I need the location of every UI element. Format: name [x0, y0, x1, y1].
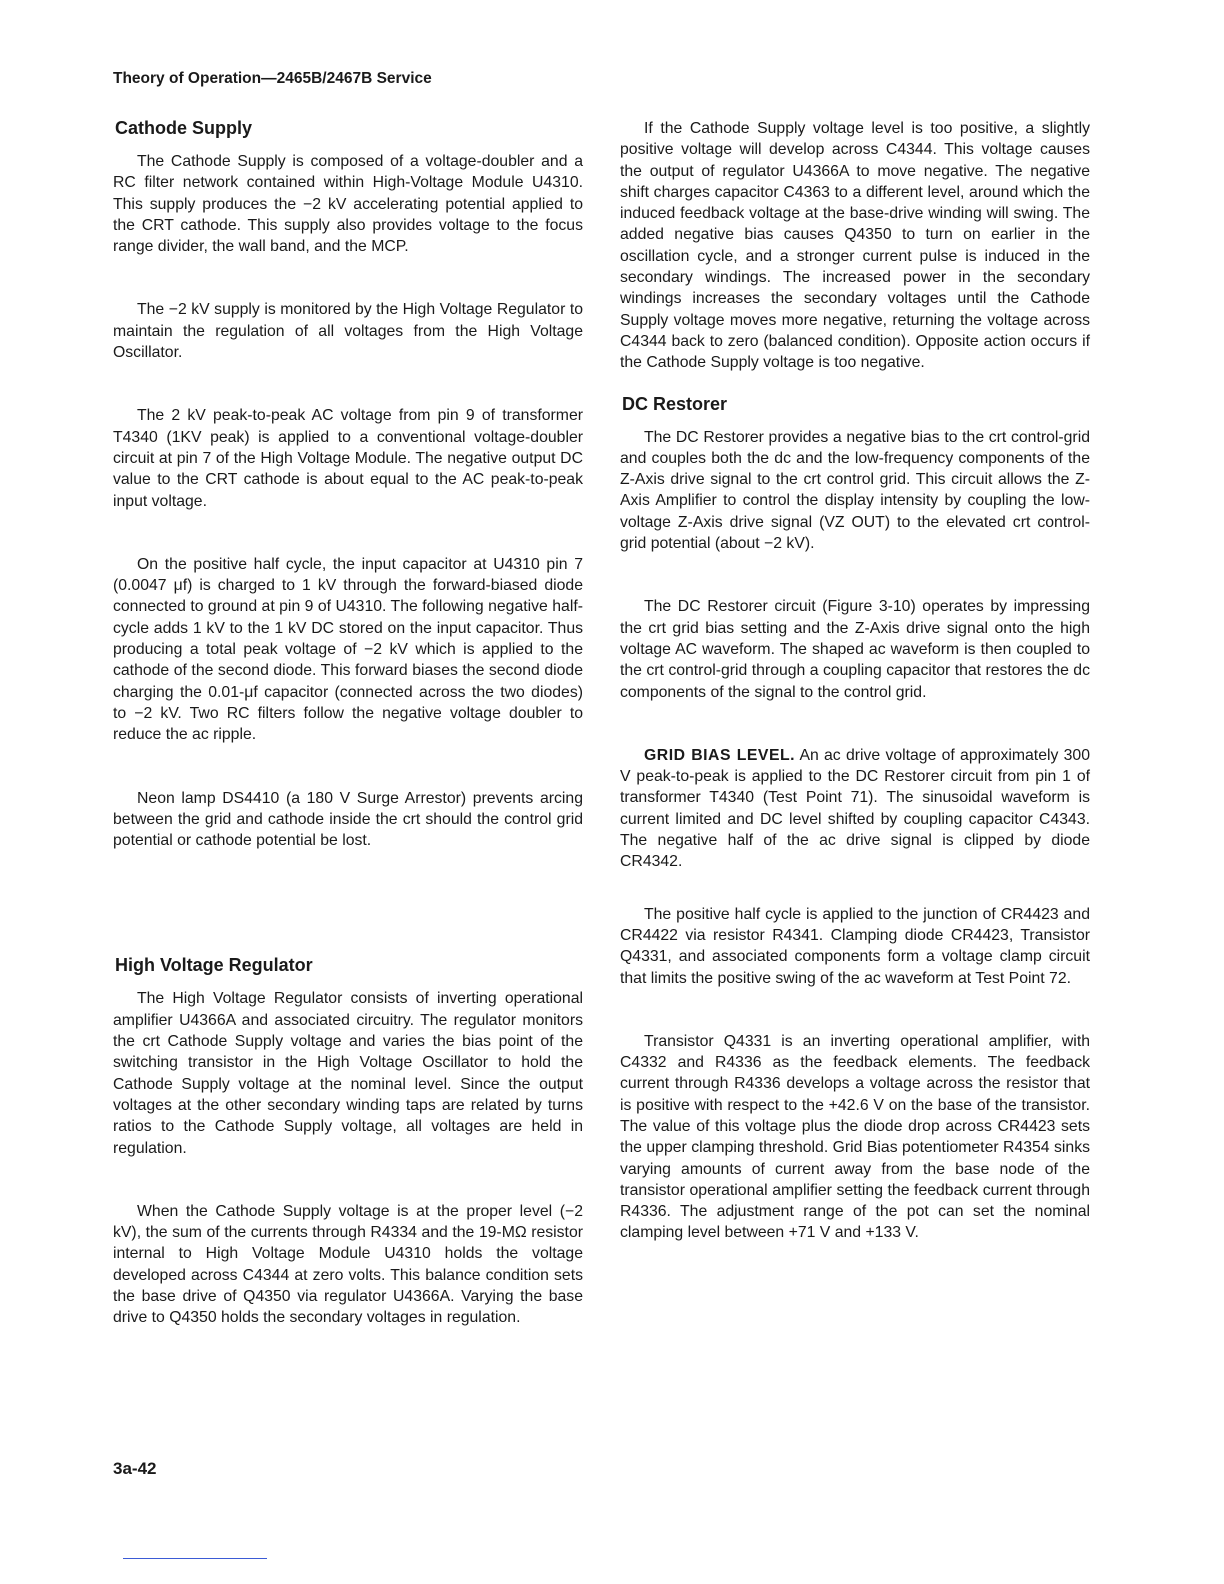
dc-restorer-heading: DC Restorer: [622, 393, 728, 414]
grid-bias-lead: GRID BIAS LEVEL.: [644, 746, 796, 764]
left-column: [113, 118, 583, 1329]
hv-regulator-paragraph-1: The High Voltage Regulator consists of inverting operational amplifier U4366A and associated circuitry. The regulator monitors the crt Cathode Supply voltage and varies the bias point of the switching transistor in the High Voltage Oscillator to hold the Cathode Supply voltage at the nominal level. Since the output voltages at the other secondary winding taps are related by turns ratios to the Cathode Supply voltage, all voltages are held in regulation.: [113, 990, 583, 1157]
cathode-supply-paragraph-2: The −2 kV supply is monitored by the High Voltage Regulator to maintain the regulation of all voltages from the High Voltage Oscillator.: [113, 301, 583, 362]
grid-bias-paragraph: [620, 745, 1090, 873]
cathode-supply-heading: Cathode Supply: [115, 118, 253, 138]
dc-restorer-paragraph-1: The DC Restorer provides a negative bias to the crt control-grid and couples both the dc and the low-frequency components of the Z-Axis drive signal to the crt control grid. This circuit allows the Z-Axis Amplifier to control the display intensity by coupling the low-voltage Z-Axis drive signal (VZ OUT) to the elevated crt control-grid potential (about −2 kV).: [620, 428, 1090, 553]
cathode-supply-paragraph-3: The 2 kV peak-to-peak AC voltage from pin 9 of transformer T4340 (1KV peak) is applied to a conventional voltage-doubler circuit at pin 7 of the High Voltage Module. The negative output DC value to the CRT cathode is about equal to the AC peak-to-peak input voltage.: [113, 407, 583, 510]
right-column: [620, 118, 1090, 1244]
dc-restorer-paragraph-2: The DC Restorer circuit (Figure 3-10) operates by impressing the crt grid bias setting and the Z-Axis drive signal onto the high voltage AC waveform. The shaped ac waveform is then coupled to the crt control-grid through a coupling capacitor that restores the dc components of the signal to the control grid.: [620, 598, 1090, 701]
hv-regulator-heading: High Voltage Regulator: [115, 955, 313, 976]
page-number: 3a-42: [113, 1459, 157, 1478]
cathode-supply-paragraph-4: On the positive half cycle, the input capacitor at U4310 pin 7 (0.0047 μf) is charged to 1 kV through the forward-biased diode connected to ground at pin 9 of U4310. The following negative half-cycle adds 1 kV to the 1 kV DC stored on the input capacitor. Thus producing a total peak voltage of −2 kV which is applied to the cathode of the second diode. This forward biases the second diode charging the 0.01-μf capacitor (connected across the two diodes) to −2 kV. Two RC filters follow the negative voltage doubler to reduce the ac ripple.: [113, 555, 583, 744]
dc-restorer-paragraph-5: Transistor Q4331 is an inverting operational amplifier, with C4332 and R4336 as the feedback elements. The feedback current through R4336 develops a voltage across the resistor that is positive with respect to the +42.6 V on the base of the transistor. The value of this voltage plus the diode drop across CR4423 sets the upper clamping threshold. Grid Bias potentiometer R4354 sinks varying amounts of current away from the base node of the transistor operational amplifier setting the feedback current through R4336. The adjustment range of the pot can set the nominal clamping level between +71 V and +133 V.: [620, 1032, 1090, 1242]
footer-rule: [123, 1558, 267, 1559]
grid-bias-text: An ac drive voltage of approximately 300 V peak-to-peak is applied to the DC Restorer circuit from pin 1 of transformer T4340 (Test Point 71). The sinusoidal waveform is current limited and DC level shifted by coupling capacitor C4343. The negative half of the ac drive signal is clipped by diode CR4342.: [620, 746, 1090, 871]
hv-regulator-paragraph-2: When the Cathode Supply voltage is at the proper level (−2 kV), the sum of the currents through R4334 and the 19-MΩ resistor internal to High Voltage Module U4310 holds the voltage developed across C4344 at zero volts. This balance condition sets the base drive of Q4350 via regulator U4366A. Varying the base drive to Q4350 holds the secondary voltages in regulation.: [113, 1202, 583, 1327]
cathode-supply-paragraph-5: Neon lamp DS4410 (a 180 V Surge Arrestor) prevents arcing between the grid and cathode inside the crt should the control grid potential or cathode potential be lost.: [113, 789, 583, 850]
page-header: Theory of Operation—2465B/2467B Service: [113, 70, 432, 87]
cathode-supply-continuation: If the Cathode Supply voltage level is too positive, a slightly positive voltage will develop across C4344. This voltage causes the output of regulator U4366A to move negative. The negative shift charges capacitor C4363 to a different level, around which the induced feedback voltage at the base-drive winding will swing. The added negative bias causes Q4350 to turn on earlier in the oscillation cycle, and a stronger current pulse is induced in the secondary windings. The increased power in the secondary windings increases the secondary voltages until the Cathode Supply voltage moves more negative, returning the voltage across C4344 back to zero (balanced condition). Opposite action occurs if the Cathode Supply voltage is too negative.: [620, 120, 1090, 372]
dc-restorer-paragraph-4: The positive half cycle is applied to the junction of CR4423 and CR4422 via resistor R4341. Clamping diode CR4423, Transistor Q4331, and associated components form a voltage clamp circuit that limits the positive swing of the ac waveform at Test Point 72.: [620, 905, 1090, 987]
cathode-supply-paragraph-1: The Cathode Supply is composed of a voltage-doubler and a RC filter network contained within High-Voltage Module U4310. This supply produces the −2 kV accelerating potential applied to the CRT cathode. This supply also provides voltage to the focus range divider, the wall band, and the MCP.: [113, 153, 583, 256]
